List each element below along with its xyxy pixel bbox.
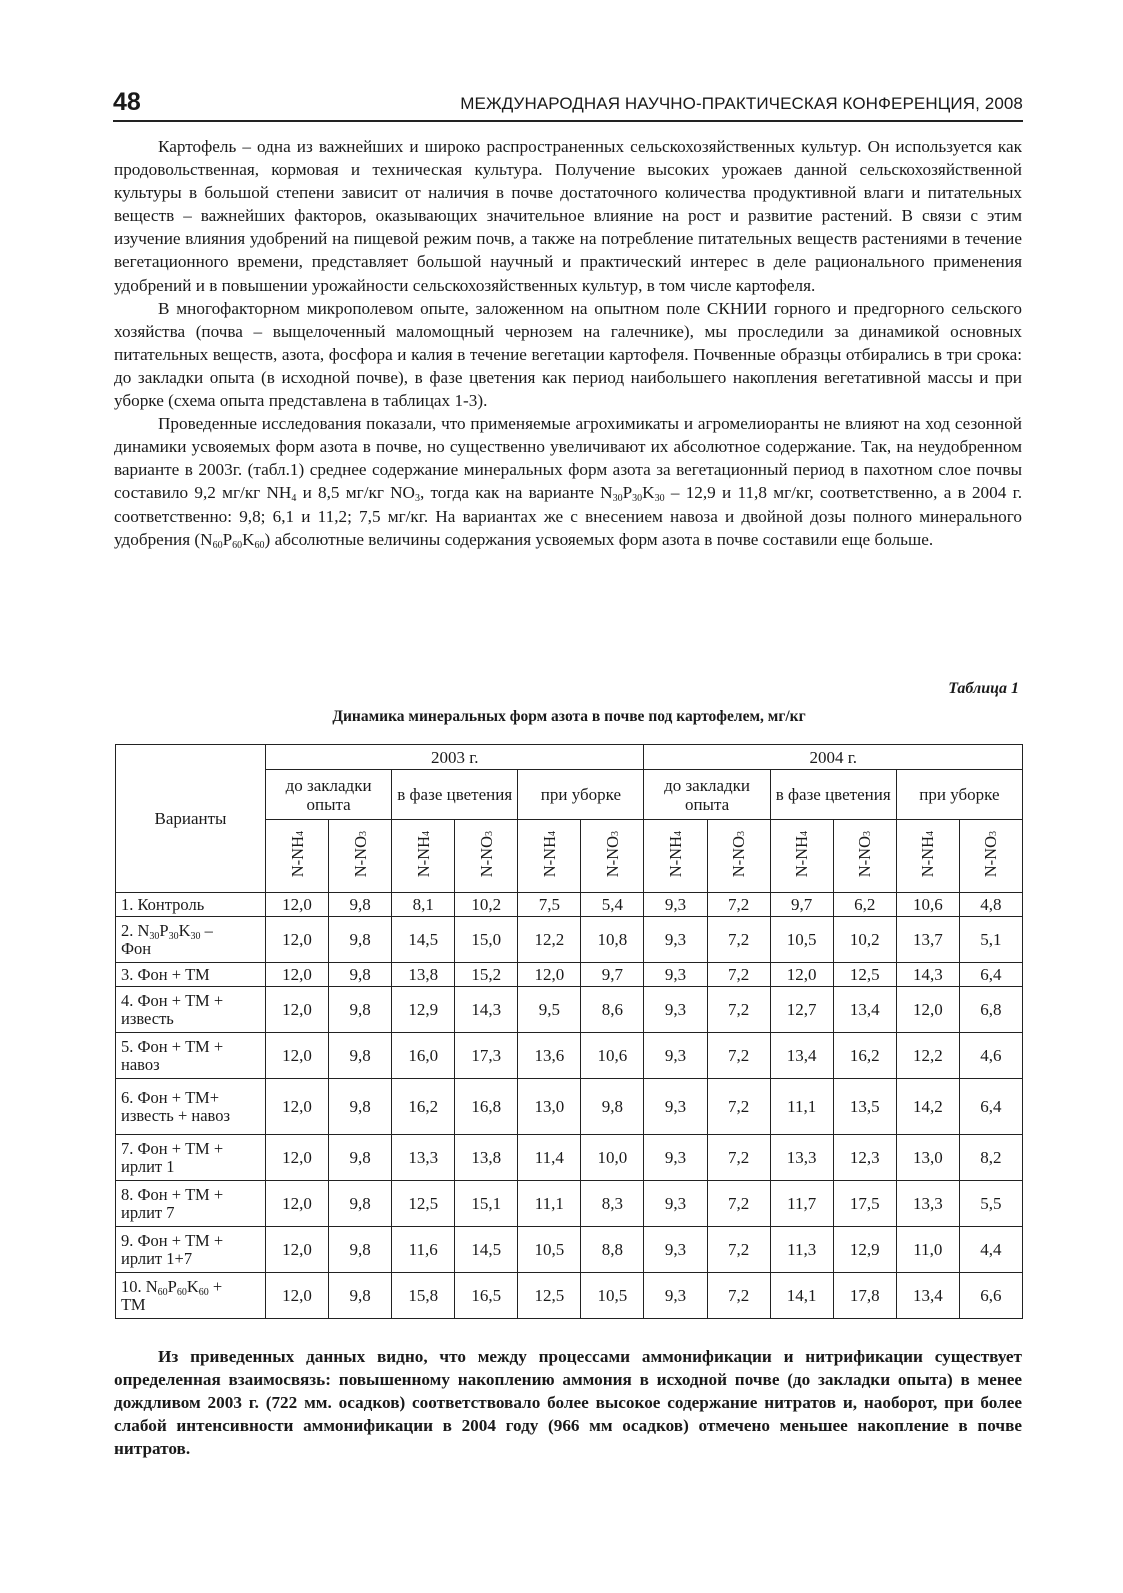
value-cell: 12,7 — [770, 987, 833, 1033]
value-cell: 13,5 — [833, 1079, 896, 1135]
table-title: Динамика минеральных форм азота в почве под картофелем, мг/кг — [332, 708, 806, 725]
value-cell: 13,3 — [770, 1135, 833, 1181]
value-cell: 9,7 — [581, 963, 644, 987]
table-row — [116, 1135, 1023, 1181]
value-cell: 12,0 — [518, 963, 581, 987]
value-cell: 11,0 — [896, 1227, 959, 1273]
value-cell: 12,0 — [266, 1181, 329, 1227]
value-cell: 14,1 — [770, 1273, 833, 1319]
table-row — [116, 1181, 1023, 1227]
page-header — [113, 88, 1023, 122]
value-cell: 14,3 — [455, 987, 518, 1033]
value-cell: 9,8 — [329, 1273, 392, 1319]
value-cell: 5,4 — [581, 893, 644, 917]
value-cell: 9,8 — [329, 987, 392, 1033]
value-cell: 9,8 — [329, 963, 392, 987]
year-2004-header: 2004 г. — [644, 745, 1023, 770]
value-cell: 8,6 — [581, 987, 644, 1033]
value-cell: 6,2 — [833, 893, 896, 917]
value-cell: 9,5 — [518, 987, 581, 1033]
value-cell: 5,5 — [959, 1181, 1022, 1227]
value-cell: 5,1 — [959, 917, 1022, 963]
variant-label: 9. Фон + ТМ + ирлит 1+7 — [116, 1227, 266, 1273]
value-cell: 16,2 — [392, 1079, 455, 1135]
variant-label: 2. $N_{30}P_{30}K_{30}$ – Фон — [116, 917, 266, 963]
nh4-header: $N-NH_4$ — [518, 820, 581, 893]
value-cell: 10,2 — [833, 917, 896, 963]
value-cell: 16,0 — [392, 1033, 455, 1079]
value-cell: 7,5 — [518, 893, 581, 917]
value-cell: 9,3 — [644, 1181, 707, 1227]
value-cell: 4,8 — [959, 893, 1022, 917]
value-cell: 8,8 — [581, 1227, 644, 1273]
nh4-header: $N-NH_4$ — [644, 820, 707, 893]
value-cell: 13,0 — [518, 1079, 581, 1135]
value-cell: 7,2 — [707, 1273, 770, 1319]
table-row — [116, 987, 1023, 1033]
value-cell: 12,0 — [266, 893, 329, 917]
phase-header: в фазе цветения — [770, 770, 896, 820]
value-cell: 9,8 — [329, 917, 392, 963]
phase-header: до закладки опыта — [644, 770, 770, 820]
table-label: Таблица 1 — [948, 680, 1019, 697]
paragraph-3: Проведенные исследования показали, что применяемые агрохимикаты и агромелиоранты не влияют на ход сезонной динамики усвояемых форм азота в почве, но существенно увеличивают их абсолютное содержание. Так, на неудобренном варианте в 2003г. (табл.1) среднее содержание минеральных форм азота за вегетационный период в пахотном слое почвы составило 9,2 мг/кг $NH_4$ и 8,5 мг/кг $NO_3$, тогда как на варианте $N_{30}P_{30}K_{30} - 12,9$ и 11,8 мг/кг, соответственно, а в 2004 г. соответственно: 9,8; 6,1 и 11,2; 7,5 мг/кг. На вариантах же с внесением навоза и двойной дозы полного минерального удобрения $(N_{60}P_{60}K_{60})$ абсолютные величины содержания усвояемых форм азота в почве составили еще больше. — [114, 414, 1023, 551]
value-cell: 13,7 — [896, 917, 959, 963]
year-2003-header: 2003 г. — [266, 745, 644, 770]
value-cell: 9,3 — [644, 987, 707, 1033]
value-cell: 9,8 — [329, 1079, 392, 1135]
variant-header: Варианты — [116, 745, 266, 893]
value-cell: 9,3 — [644, 963, 707, 987]
variant-label: 7. Фон + ТМ + ирлит 1 — [116, 1135, 266, 1181]
no3-header: $N-NO_3$ — [833, 820, 896, 893]
value-cell: 7,2 — [707, 1227, 770, 1273]
value-cell: 12,5 — [392, 1181, 455, 1227]
value-cell: 12,2 — [518, 917, 581, 963]
value-cell: 9,3 — [644, 1079, 707, 1135]
value-cell: 8,2 — [959, 1135, 1022, 1181]
value-cell: 12,0 — [266, 1135, 329, 1181]
value-cell: 12,0 — [896, 987, 959, 1033]
value-cell: 10,8 — [581, 917, 644, 963]
value-cell: 12,2 — [896, 1033, 959, 1079]
value-cell: 12,5 — [518, 1273, 581, 1319]
value-cell: 9,3 — [644, 917, 707, 963]
value-cell: 11,6 — [392, 1227, 455, 1273]
table-row — [116, 1079, 1023, 1135]
value-cell: 17,5 — [833, 1181, 896, 1227]
value-cell: 12,0 — [770, 963, 833, 987]
value-cell: 15,2 — [455, 963, 518, 987]
value-cell: 15,0 — [455, 917, 518, 963]
value-cell: 17,3 — [455, 1033, 518, 1079]
value-cell: 14,3 — [896, 963, 959, 987]
value-cell: 13,3 — [392, 1135, 455, 1181]
value-cell: 7,2 — [707, 893, 770, 917]
variant-label: 8. Фон + ТМ + ирлит 7 — [116, 1181, 266, 1227]
value-cell: 7,2 — [707, 1079, 770, 1135]
value-cell: 11,3 — [770, 1227, 833, 1273]
value-cell: 9,8 — [329, 1181, 392, 1227]
value-cell: 7,2 — [707, 1135, 770, 1181]
value-cell: 13,8 — [392, 963, 455, 987]
no3-header: $N-NO_3$ — [707, 820, 770, 893]
value-cell: 11,7 — [770, 1181, 833, 1227]
value-cell: 16,5 — [455, 1273, 518, 1319]
value-cell: 4,4 — [959, 1227, 1022, 1273]
value-cell: 9,8 — [329, 1227, 392, 1273]
value-cell: 14,5 — [392, 917, 455, 963]
value-cell: 10,2 — [455, 893, 518, 917]
no3-header: $N-NO_3$ — [329, 820, 392, 893]
no3-header: $N-NO_3$ — [959, 820, 1022, 893]
value-cell: 7,2 — [707, 1181, 770, 1227]
value-cell: 12,3 — [833, 1135, 896, 1181]
value-cell: 12,0 — [266, 1033, 329, 1079]
variant-label: 1. Контроль — [116, 893, 266, 917]
value-cell: 7,2 — [707, 987, 770, 1033]
nh4-header: $N-NH_4$ — [266, 820, 329, 893]
value-cell: 7,2 — [707, 1033, 770, 1079]
variant-label: 6. Фон + ТМ+ известь + навоз — [116, 1079, 266, 1135]
table-row — [116, 1033, 1023, 1079]
value-cell: 11,1 — [518, 1181, 581, 1227]
variant-label: 3. Фон + ТМ — [116, 963, 266, 987]
variant-label: 10. $N_{60}P_{60}K_{60}$ + ТМ — [116, 1273, 266, 1319]
value-cell: 8,1 — [392, 893, 455, 917]
value-cell: 13,4 — [896, 1273, 959, 1319]
value-cell: 7,2 — [707, 963, 770, 987]
table-body — [116, 893, 1023, 1319]
value-cell: 16,2 — [833, 1033, 896, 1079]
value-cell: 9,8 — [329, 1135, 392, 1181]
table-row — [116, 1273, 1023, 1319]
value-cell: 10,5 — [581, 1273, 644, 1319]
value-cell: 9,3 — [644, 1227, 707, 1273]
value-cell: 6,4 — [959, 963, 1022, 987]
value-cell: 17,8 — [833, 1273, 896, 1319]
table-row — [116, 1227, 1023, 1273]
value-cell: 16,8 — [455, 1079, 518, 1135]
value-cell: 13,3 — [896, 1181, 959, 1227]
value-cell: 9,3 — [644, 893, 707, 917]
value-cell: 15,8 — [392, 1273, 455, 1319]
conclusion-text — [114, 1345, 1022, 1460]
value-cell: 9,8 — [329, 1033, 392, 1079]
phase-header: в фазе цветения — [392, 770, 518, 820]
value-cell: 12,0 — [266, 1273, 329, 1319]
table-row — [116, 917, 1023, 963]
running-title: МЕЖДУНАРОДНАЯ НАУЧНО-ПРАКТИЧЕСКАЯ КОНФЕРЕНЦИЯ, 2008 — [460, 94, 1023, 113]
no3-header: $N-NO_3$ — [581, 820, 644, 893]
nh4-header: $N-NH_4$ — [392, 820, 455, 893]
variant-label: 4. Фон + ТМ + известь — [116, 987, 266, 1033]
value-cell: 12,9 — [392, 987, 455, 1033]
nh4-header: $N-NH_4$ — [896, 820, 959, 893]
value-cell: 12,0 — [266, 1079, 329, 1135]
intro-text — [114, 135, 1022, 551]
value-cell: 11,4 — [518, 1135, 581, 1181]
paragraph-2: В многофакторном микрополевом опыте, заложенном на опытном поле СКНИИ горного и предгорного сельского хозяйства (почва – выщелоченный маломощный чернозем на галечнике), мы проследили за динамикой основных питательных веществ, азота, фосфора и калия в течение вегетации картофеля. Почвенные образцы отбирались в три срока: до закладки опыта (в исходной почве), в фазе цветения как период наибольшего накопления вегетативной массы и при уборке (схема опыта представлена в таблицах 1-3). — [114, 298, 1022, 411]
variant-label: 5. Фон + ТМ + навоз — [116, 1033, 266, 1079]
value-cell: 9,3 — [644, 1135, 707, 1181]
value-cell: 12,5 — [833, 963, 896, 987]
value-cell: 6,6 — [959, 1273, 1022, 1319]
table-row — [116, 893, 1023, 917]
value-cell: 12,0 — [266, 1227, 329, 1273]
value-cell: 12,0 — [266, 987, 329, 1033]
value-cell: 14,5 — [455, 1227, 518, 1273]
page-number: 48 — [113, 88, 141, 116]
phase-header: при уборке — [896, 770, 1022, 820]
table-row — [116, 963, 1023, 987]
value-cell: 11,1 — [770, 1079, 833, 1135]
value-cell: 13,8 — [455, 1135, 518, 1181]
value-cell: 13,6 — [518, 1033, 581, 1079]
value-cell: 6,4 — [959, 1079, 1022, 1135]
value-cell: 8,3 — [581, 1181, 644, 1227]
value-cell: 12,0 — [266, 917, 329, 963]
value-cell: 10,5 — [770, 917, 833, 963]
value-cell: 9,8 — [581, 1079, 644, 1135]
value-cell: 10,6 — [581, 1033, 644, 1079]
value-cell: 15,1 — [455, 1181, 518, 1227]
value-cell: 10,5 — [518, 1227, 581, 1273]
no3-header: $N-NO_3$ — [455, 820, 518, 893]
value-cell: 9,3 — [644, 1033, 707, 1079]
value-cell: 7,2 — [707, 917, 770, 963]
value-cell: 9,7 — [770, 893, 833, 917]
nh4-header: $N-NH_4$ — [770, 820, 833, 893]
value-cell: 10,6 — [896, 893, 959, 917]
value-cell: 9,3 — [644, 1273, 707, 1319]
paragraph-1: Картофель – одна из важнейших и широко распространенных сельскохозяйственных культур. Он используется как продовольственная, кормовая и техническая культура. Получение высоких урожаев данной сельскохозяйственной культуры в большой степени зависит от наличия в почве достаточного количества продуктивной влаги и питательных веществ – важнейших факторов, оказывающих значительное влияние на рост и развитие растений. В связи с этим изучение влияния удобрений на пищевой режим почв, а также на потребление питательных веществ растениями в течение вегетационного времени, представляет большой научный и практический интерес в деле рационального применения удобрений и в повышении урожайности сельскохозяйственных культур, в том числе картофеля. — [114, 137, 1022, 295]
phase-header: при уборке — [518, 770, 644, 820]
value-cell: 13,0 — [896, 1135, 959, 1181]
phase-header: до закладки опыта — [266, 770, 392, 820]
value-cell: 12,9 — [833, 1227, 896, 1273]
value-cell: 14,2 — [896, 1079, 959, 1135]
value-cell: 6,8 — [959, 987, 1022, 1033]
value-cell: 4,6 — [959, 1033, 1022, 1079]
value-cell: 12,0 — [266, 963, 329, 987]
value-cell: 13,4 — [833, 987, 896, 1033]
paragraph-4: Из приведенных данных видно, что между процессами аммонификации и нитрификации существует определенная взаимосвязь: повышенному накоплению аммония в исходной почве (до закладки опыта) в менее дождливом 2003 г. (722 мм. осадков) соответствовало более высокое содержание нитратов и, наоборот, при более слабой интенсивности аммонификации в 2004 году (966 мм осадков) отмечено меньшее накопление в почве нитратов. — [114, 1347, 1022, 1459]
value-cell: 9,8 — [329, 893, 392, 917]
value-cell: 10,0 — [581, 1135, 644, 1181]
value-cell: 13,4 — [770, 1033, 833, 1079]
nitrogen-table — [115, 744, 1023, 1319]
